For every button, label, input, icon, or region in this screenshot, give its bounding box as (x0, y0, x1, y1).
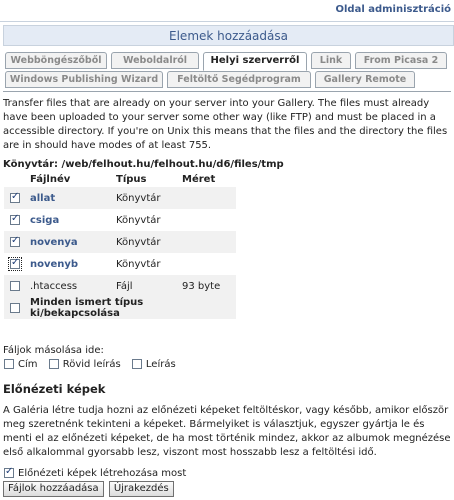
top-bar (0, 0, 454, 22)
tab-web-browser[interactable]: Webböngészőből (5, 52, 107, 69)
copy-option-summary[interactable] (49, 359, 121, 370)
description-text: Transfer files that are already on your server into your Gallery. The files must already have been uploaded to your server some other way (like FTP) and must be placed in a accessible directory. If you're on Unix this means that the files and the directory the files are in should have modes of at least 755. (3, 98, 448, 151)
file-checkbox-csiga[interactable] (10, 215, 20, 225)
tab-picasa[interactable]: From Picasa 2 (355, 52, 447, 69)
tab-gallery-remote[interactable]: Gallery Remote (315, 71, 415, 88)
add-files-button[interactable]: Fájlok hozzáadása (3, 481, 104, 497)
file-name-link[interactable]: allat (26, 187, 112, 209)
copy-title-checkbox[interactable] (4, 359, 14, 369)
preview-option[interactable] (4, 468, 451, 479)
file-name: .htaccess (26, 275, 112, 297)
table-row (4, 275, 236, 297)
table-row (4, 231, 236, 253)
copy-summary-checkbox[interactable] (49, 359, 59, 369)
file-type: Fájl (112, 275, 178, 297)
file-size (178, 231, 236, 253)
tab-upload-applet[interactable]: Feltöltő Segédprogram (167, 71, 311, 88)
file-checkbox-novenyb[interactable] (10, 259, 20, 269)
table-row-toggle-all (4, 297, 236, 319)
tab-link[interactable]: Link (311, 52, 351, 69)
header-spacer (4, 171, 26, 187)
file-type: Könyvtár (116, 258, 161, 270)
tab-local-server[interactable]: Helyi szerverről (203, 52, 307, 71)
tab-bar (3, 49, 451, 91)
header-size: Méret (182, 173, 216, 185)
copy-label: Fáljok másolása ide: (3, 345, 104, 356)
button-bar (3, 481, 176, 497)
file-checkbox-htaccess[interactable] (10, 281, 20, 291)
header-name: Fájlnév (30, 173, 71, 185)
file-type: Könyvtár (112, 187, 178, 209)
tab-divider (3, 91, 451, 92)
file-type: Könyvtár (112, 231, 178, 253)
file-size: 93 byte (178, 275, 236, 297)
copy-option-label: Cím (18, 359, 38, 370)
file-size (178, 209, 236, 231)
copy-option-title[interactable] (4, 359, 38, 370)
file-type: Könyvtár (116, 214, 161, 226)
directory-line (3, 159, 451, 170)
file-checkbox-novenya[interactable] (10, 237, 20, 247)
directory-path: /web/felhout.hu/felhout.hu/d6/files/tmp (61, 159, 284, 170)
create-previews-label: Előnézeti képek létrehozása most (18, 468, 187, 479)
admin-link[interactable]: Oldal adminisztráció (335, 4, 451, 15)
file-size (178, 187, 236, 209)
file-name-link[interactable]: csiga (30, 214, 60, 226)
preview-heading: Előnézeti képek (3, 382, 106, 396)
page-title: Elemek hozzáadása (3, 25, 454, 46)
file-name-link[interactable]: novenyb (30, 258, 79, 270)
file-name-link[interactable]: novenya (26, 231, 112, 253)
copy-description-checkbox[interactable] (132, 359, 142, 369)
copy-options (4, 359, 451, 370)
toggle-all-checkbox[interactable] (10, 303, 20, 313)
directory-label: Könyvtár: (3, 159, 59, 170)
file-checkbox-allat[interactable] (10, 193, 20, 203)
copy-option-description[interactable] (132, 359, 176, 370)
copy-option-label: Rövid leírás (62, 359, 121, 370)
toggle-all-label: Minden ismert típus ki/bekapcsolása (26, 297, 236, 319)
copy-option-label: Leírás (145, 359, 176, 370)
header-type: Típus (116, 173, 147, 185)
create-previews-checkbox[interactable] (4, 468, 14, 478)
file-size (178, 253, 236, 275)
tab-web-page[interactable]: Weboldalról (111, 52, 199, 69)
file-table (4, 171, 236, 319)
tab-windows-publishing-wizard[interactable]: Windows Publishing Wizard (5, 71, 163, 88)
table-row (4, 187, 236, 209)
reset-button[interactable]: Újrakezdés (109, 481, 174, 497)
table-row (4, 209, 236, 231)
preview-text: A Galéria létre tudja hozni az előnézeti képeket feltöltéskor, vagy később, amikor először meg szeretnénk tekinteni a képeket. Bármelyiket is választjuk, egyszer gyártja le és menti el az előnézeti képeket, de ha most történik mindez, akkor az albumok megnézése első alkalommal gyorsabb lesz, viszont most hosszabb lesz a feltöltési idő. (3, 405, 451, 458)
table-row (4, 253, 236, 275)
file-table-header (4, 171, 236, 187)
